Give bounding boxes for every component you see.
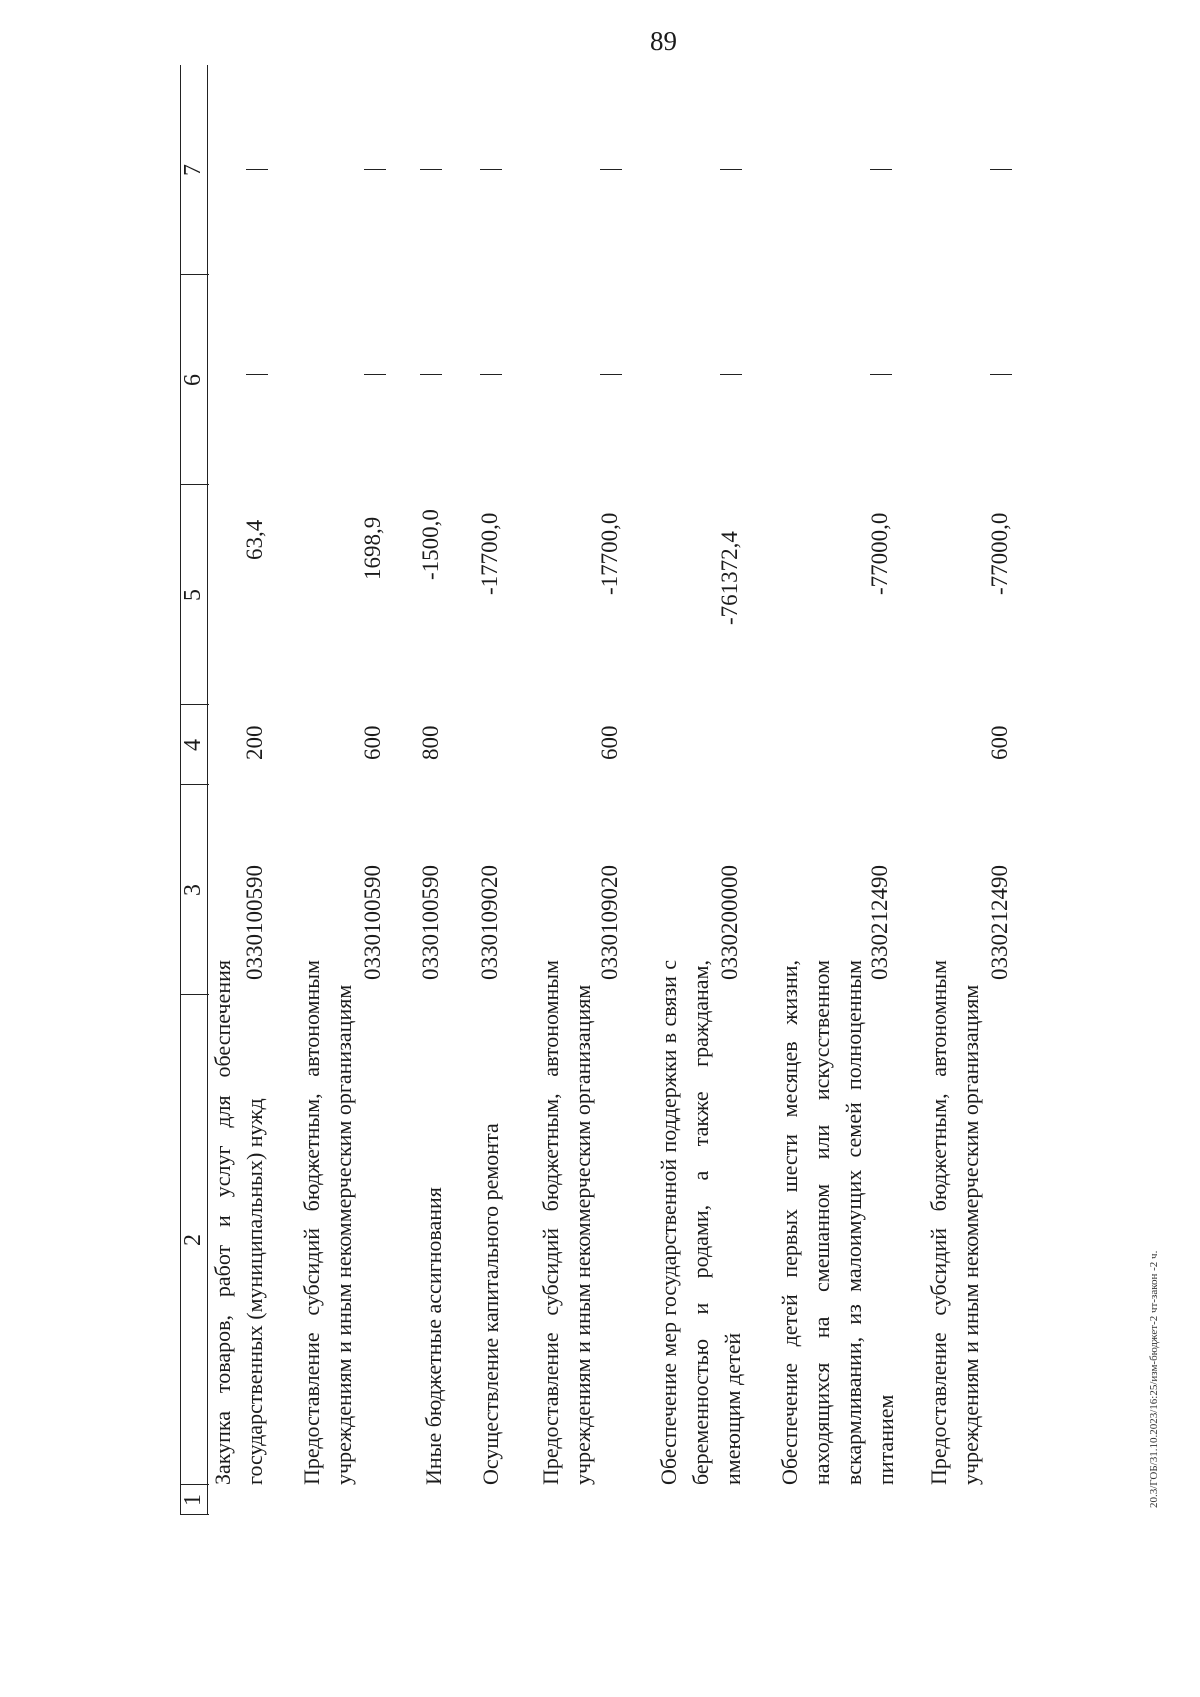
row-code: 0330100590 — [360, 865, 385, 980]
table-header-row — [180, 65, 208, 1515]
dash-col-6 — [600, 374, 622, 375]
dash-col-6 — [480, 374, 502, 375]
footer-document-code: 20.3/ГОБ/31.10.2023/16:25/изм-бюджет-2 чт-закон -2 ч. — [1148, 1250, 1160, 1508]
row-name: Предоставление субсидий бюджетным, автономным учреждениям и иным некоммерческим организациям — [926, 960, 983, 1485]
row-type: 200 — [242, 725, 267, 760]
dash-col-6 — [990, 374, 1012, 375]
dash-col-7 — [420, 169, 442, 170]
row-type: 800 — [418, 725, 443, 760]
row-amount: -761372,4 — [717, 531, 742, 625]
row-code: 0330212490 — [867, 865, 892, 980]
dash-col-6 — [246, 374, 268, 375]
row-type: 600 — [987, 725, 1012, 760]
page-number: 89 — [650, 26, 677, 56]
row-amount: -77000,0 — [867, 512, 892, 595]
dash-col-6 — [870, 374, 892, 375]
row-code: 0330100590 — [242, 865, 267, 980]
header-col-4: 4 — [180, 739, 206, 751]
dash-col-7 — [870, 169, 892, 170]
row-code: 0330200000 — [717, 865, 742, 980]
dash-col-7 — [480, 169, 502, 170]
row-code: 0330212490 — [987, 865, 1012, 980]
row-amount: -1500,0 — [418, 509, 443, 580]
header-col-3: 3 — [180, 884, 206, 896]
dash-col-7 — [990, 169, 1012, 170]
row-name: Обеспечение детей первых шести месяцев жизни, находящихся на смешанном или искусственном вскармливании, из малоимущих семей полноценным питанием — [777, 960, 898, 1485]
row-code: 0330109020 — [597, 865, 622, 980]
rotated-budget-table — [180, 85, 1070, 1515]
dash-col-6 — [720, 374, 742, 375]
dash-col-7 — [364, 169, 386, 170]
dash-col-7 — [246, 169, 268, 170]
row-name: Осуществление капитального ремонта — [478, 1123, 503, 1485]
header-col-7: 7 — [180, 164, 206, 176]
row-name: Предоставление субсидий бюджетным, автономным учреждениям и иным некоммерческим организациям — [538, 960, 595, 1485]
row-name: Предоставление субсидий бюджетным, автономным учреждениям и иным некоммерческим организациям — [299, 960, 356, 1485]
row-code: 0330109020 — [477, 865, 502, 980]
dash-col-7 — [600, 169, 622, 170]
row-amount: -17700,0 — [477, 512, 502, 595]
header-col-6: 6 — [180, 374, 206, 386]
dash-col-7 — [720, 169, 742, 170]
header-col-1: 1 — [180, 1494, 206, 1506]
row-amount: 63,4 — [242, 519, 267, 560]
row-code: 0330100590 — [418, 865, 443, 980]
row-amount: 1698,9 — [360, 516, 385, 580]
dash-col-6 — [364, 374, 386, 375]
header-col-5: 5 — [180, 589, 206, 601]
row-name: Иные бюджетные ассигнования — [421, 1187, 446, 1485]
dash-col-6 — [420, 374, 442, 375]
row-type: 600 — [597, 725, 622, 760]
header-col-2: 2 — [180, 1234, 206, 1246]
row-amount: -77000,0 — [987, 512, 1012, 595]
row-name: Обеспечение мер государственной поддержки в связи с беременностью и родами, а также гражданам, имеющим детей — [656, 960, 745, 1485]
row-amount: -17700,0 — [597, 512, 622, 595]
row-name: Закупка товаров, работ и услуг для обеспечения государственных (муниципальных) нужд — [210, 960, 267, 1485]
row-type: 600 — [360, 725, 385, 760]
